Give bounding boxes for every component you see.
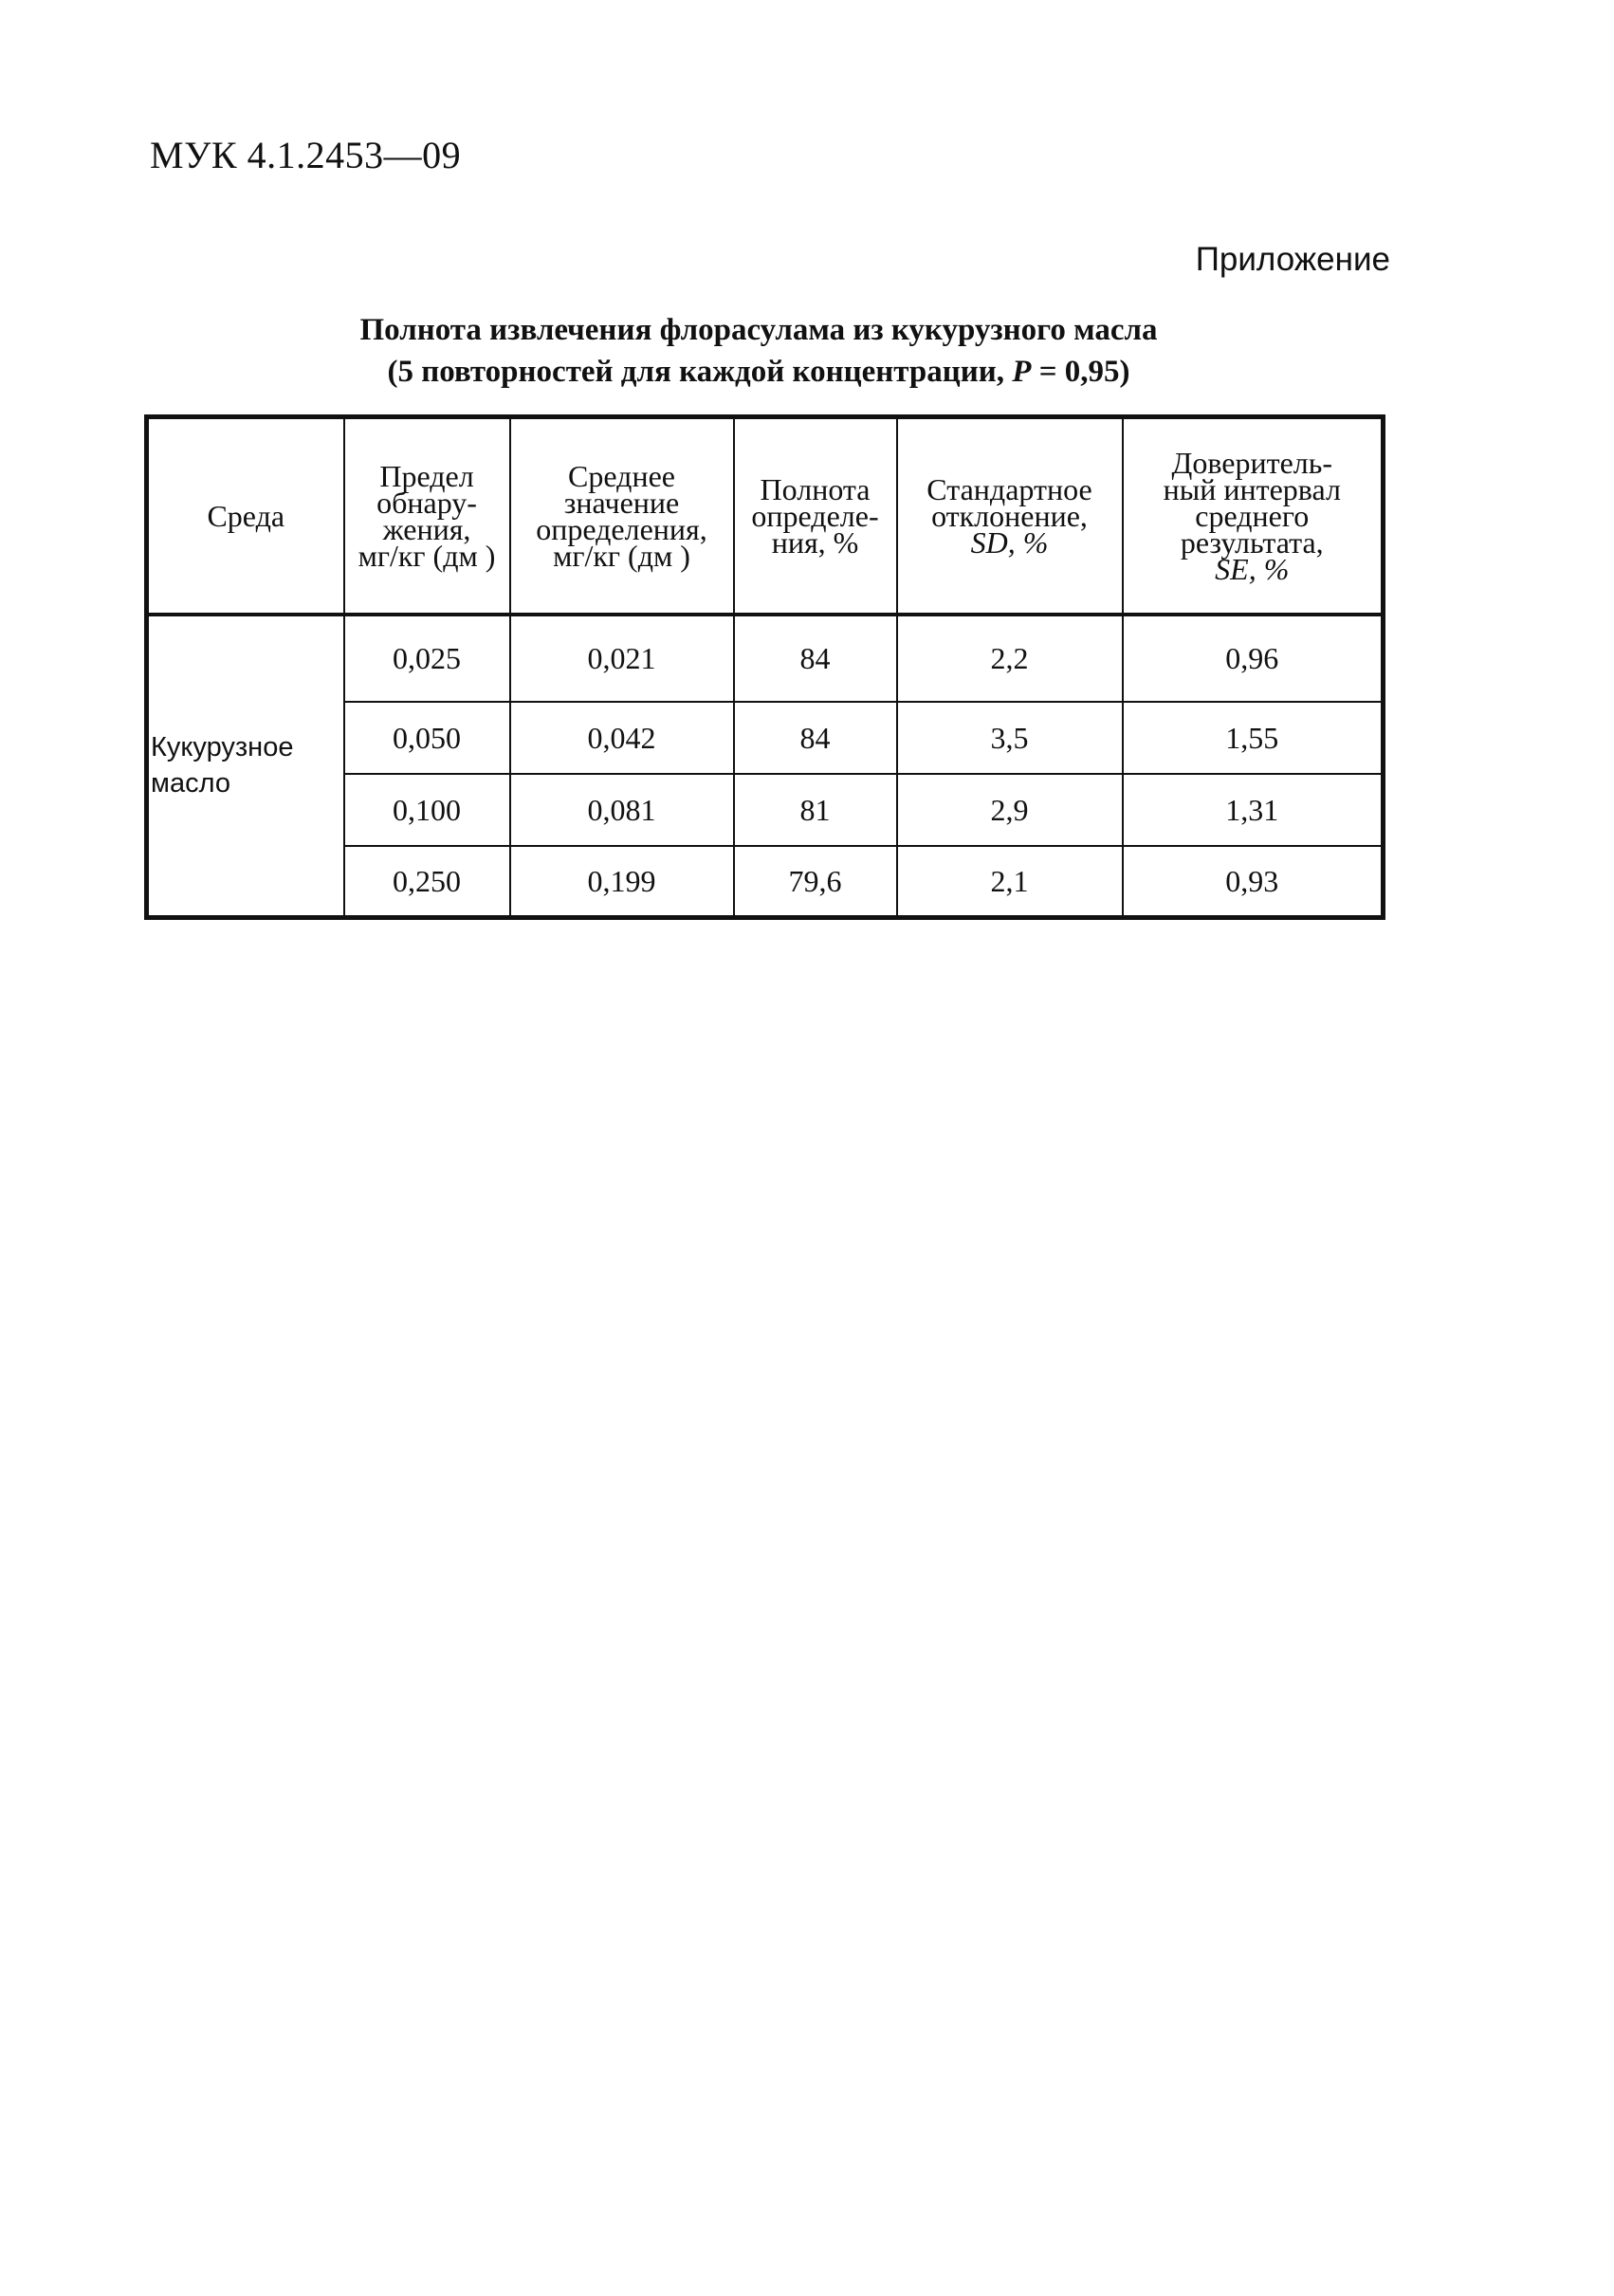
recovery-table — [144, 414, 1385, 920]
header-line: ный интервал — [1163, 471, 1341, 506]
se-cell: 1,31 — [1123, 774, 1384, 846]
header-line: значение — [563, 485, 680, 520]
sd-cell: 2,1 — [897, 846, 1123, 918]
header-detection-limit — [344, 417, 510, 615]
header-medium — [147, 417, 344, 615]
header-line: Среда — [207, 498, 285, 533]
header-line: Полнота — [760, 471, 871, 506]
header-line: обнару- — [376, 485, 477, 520]
header-line: ния, % — [771, 524, 859, 560]
header-line: Доверитель- — [1171, 445, 1332, 480]
detection-limit-cell: 0,100 — [344, 774, 510, 846]
medium-line: масло — [151, 768, 230, 799]
table-row — [147, 615, 1384, 702]
table-subtitle — [142, 351, 1375, 393]
header-line: определе- — [751, 498, 879, 533]
header-standard-deviation — [897, 417, 1123, 615]
header-mean-value — [510, 417, 734, 615]
se-cell: 0,96 — [1123, 615, 1384, 702]
header-line: мг/кг (дм ) — [553, 538, 690, 573]
se-cell: 0,93 — [1123, 846, 1384, 918]
mean-value-cell: 0,081 — [510, 774, 734, 846]
header-line: SD, % — [970, 524, 1049, 560]
sd-cell: 2,9 — [897, 774, 1123, 846]
document-code: МУК 4.1.2453—09 — [150, 134, 462, 176]
header-line: жения, — [382, 511, 471, 546]
header-line: результата, — [1180, 524, 1324, 560]
sd-cell: 2,2 — [897, 615, 1123, 702]
header-line: SE, % — [1215, 551, 1290, 586]
header-line: мг/кг (дм ) — [358, 538, 496, 573]
sd-cell: 3,5 — [897, 702, 1123, 774]
recovery-cell: 84 — [734, 615, 897, 702]
table-header-row — [147, 417, 1384, 615]
recovery-cell: 81 — [734, 774, 897, 846]
mean-value-cell: 0,199 — [510, 846, 734, 918]
header-line: определения, — [536, 511, 707, 546]
header-line: Предел — [379, 458, 474, 493]
medium-line: Кукурузное — [151, 732, 294, 763]
appendix-label: Приложение — [1195, 241, 1390, 278]
se-cell: 1,55 — [1123, 702, 1384, 774]
subtitle-suffix: = 0,95) — [1031, 355, 1130, 389]
medium-cell — [147, 615, 344, 918]
header-recovery — [734, 417, 897, 615]
mean-value-cell: 0,021 — [510, 615, 734, 702]
detection-limit-cell: 0,250 — [344, 846, 510, 918]
detection-limit-cell: 0,050 — [344, 702, 510, 774]
header-line: Стандартное — [926, 471, 1092, 506]
recovery-cell: 84 — [734, 702, 897, 774]
header-line: Среднее — [568, 458, 675, 493]
subtitle-variable: P — [1012, 355, 1032, 389]
table-title: Полнота извлечения флорасулама из кукурузного масла — [359, 313, 1158, 347]
header-confidence-interval — [1123, 417, 1384, 615]
mean-value-cell: 0,042 — [510, 702, 734, 774]
detection-limit-cell: 0,025 — [344, 615, 510, 702]
recovery-cell: 79,6 — [734, 846, 897, 918]
subtitle-prefix: (5 повторностей для каждой концентрации, — [387, 355, 1013, 389]
header-line: среднего — [1195, 498, 1310, 533]
header-line: отклонение, — [931, 498, 1088, 533]
